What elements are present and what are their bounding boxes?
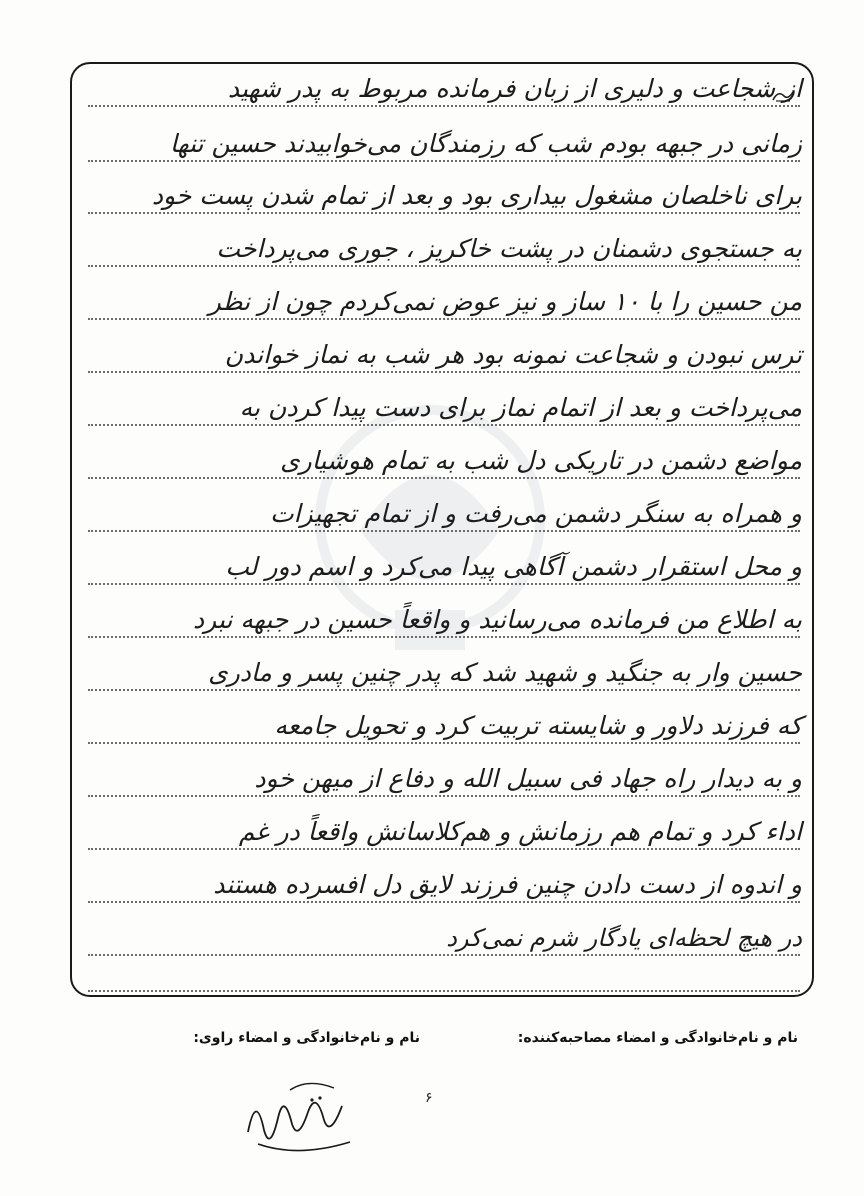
ruled-line: [88, 990, 800, 992]
handwritten-line: که فرزند دلاور و شایسته تربیت کرد و تحویل جامعه: [274, 711, 802, 740]
interviewer-signature-label: نام و نام‌خانوادگی و امضاء مصاحبه‌کننده:: [517, 1030, 798, 1046]
handwritten-line: و همراه به سنگر دشمن می‌رفت و از تمام تجهیزات: [270, 499, 802, 528]
handwritten-line: مواضع دشمن در تاریکی دل شب به تمام هوشیاری: [280, 446, 802, 475]
handwritten-line: می‌پرداخت و بعد از اتمام نماز برای دست پیدا کردن به: [239, 393, 802, 422]
handwritten-line: من حسین را با ۱۰ ساز و نیز عوض نمی‌کردم چون از نظر: [208, 287, 802, 316]
handwritten-line: در هیچ لحظه‌ای یادگار شرم نمی‌کرد: [446, 924, 802, 952]
handwritten-line: به اطلاع من فرمانده می‌رسانید و واقعاً حسین در جبهه نبرد: [193, 605, 802, 634]
handwritten-line: ترس نبودن و شجاعت نمونه بود هر شب به نماز خواندن: [224, 340, 802, 369]
handwritten-line: و به دیدار راه جهاد فی سبیل الله و دفاع از میهن خود: [254, 764, 802, 793]
narrator-signature-label: نام و نام‌خانوادگی و امضاء راوی:: [193, 1030, 420, 1046]
page-number: ۶: [425, 1090, 433, 1106]
handwritten-line: و محل استقرار دشمن آگاهی پیدا می‌کرد و اسم دور لب: [225, 552, 802, 581]
handwritten-line: زمانی در جبهه بودم شب که رزمندگان می‌خوابیدند حسین تنها: [169, 129, 802, 158]
handwritten-signature: [238, 1072, 358, 1160]
handwritten-line: از شجاعت و دلیری از زبان فرمانده مربوط به پدر شهید: [227, 74, 802, 103]
handwritten-line: حسین وار به جنگید و شهید شد که پدر چنین پسر و مادری: [208, 658, 802, 687]
handwritten-line: به جستجوی دشمنان در پشت خاکریز ، جوری می‌پرداخت: [216, 234, 802, 263]
handwritten-line: برای ناخلصان مشغول بیداری بود و بعد از تمام شدن پست خود: [151, 181, 802, 210]
handwritten-line: اداء کرد و تمام هم رزمانش و هم‌کلاسانش واقعاً در غم: [238, 817, 802, 846]
handwritten-line: و اندوه از دست دادن چنین فرزند لایق دل افسرده هستند: [213, 870, 802, 899]
